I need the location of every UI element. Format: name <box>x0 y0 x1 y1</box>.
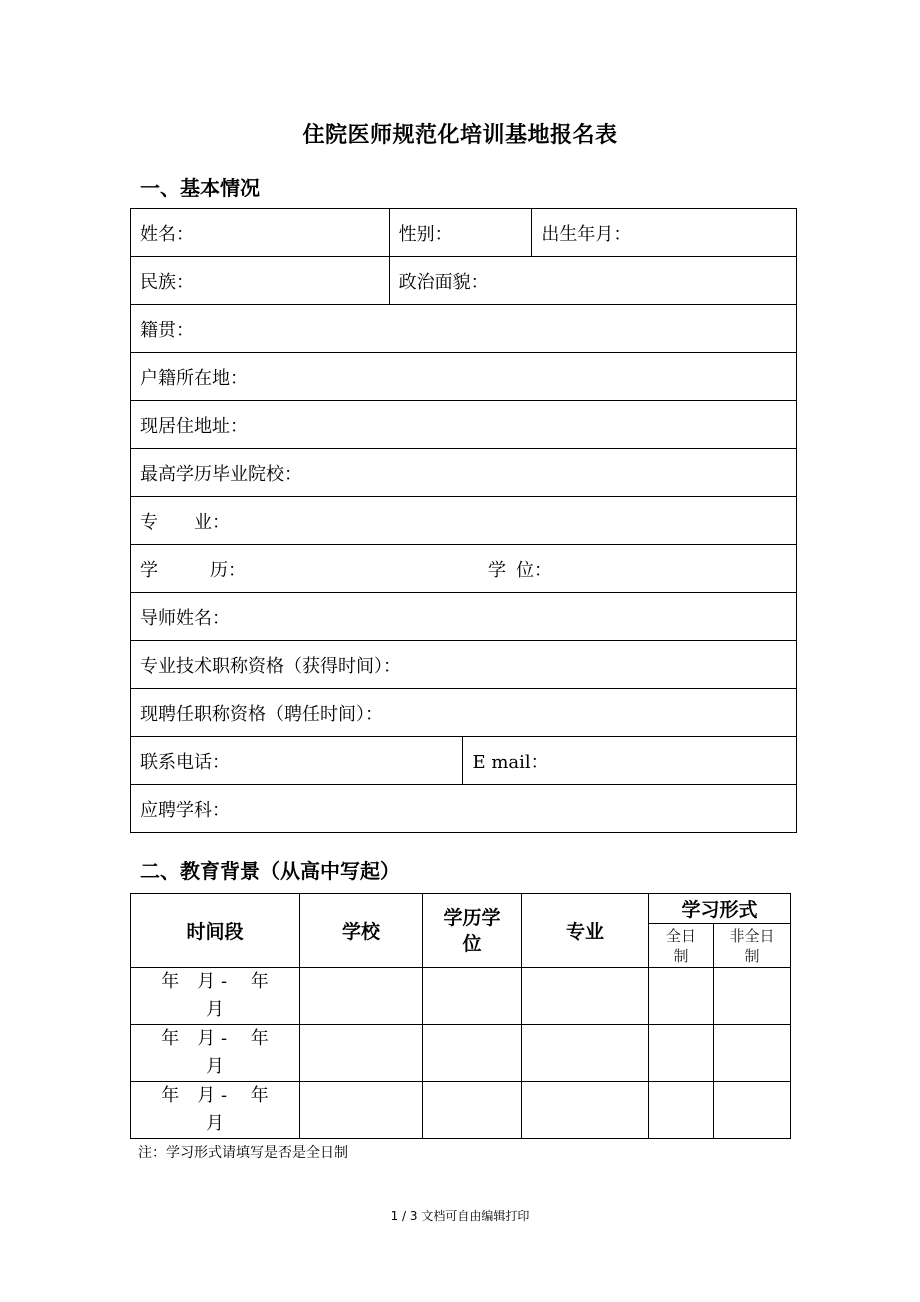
ethnicity-label: 民族： <box>140 271 194 293</box>
political-label: 政治面貌： <box>398 271 489 293</box>
parttime-cell[interactable] <box>714 968 791 1025</box>
section-education-heading: 二、教育背景（从高中写起） <box>140 859 400 883</box>
study-form-note: 注：学习形式请填写是否是全日制 <box>138 1145 348 1161</box>
school-cell[interactable] <box>300 968 423 1025</box>
table-row <box>131 1082 791 1139</box>
header-school: 学校 <box>300 894 423 968</box>
period-cell[interactable] <box>131 1025 300 1082</box>
period-line: 年 月 - 年 <box>161 1085 269 1106</box>
table-row <box>131 968 791 1025</box>
header-period: 时间段 <box>131 894 300 968</box>
degree-cell[interactable] <box>423 1082 522 1139</box>
period-cell[interactable] <box>131 1082 300 1139</box>
hukou-label: 户籍所在地： <box>140 367 248 389</box>
ethnicity-field[interactable] <box>131 257 390 305</box>
discipline-field[interactable] <box>131 785 797 833</box>
birth-label: 出生年月： <box>541 223 632 245</box>
birth-field[interactable] <box>532 209 797 257</box>
tech-title-label: 专业技术职称资格（获得时间）： <box>140 655 401 677</box>
education-label-a: 学 <box>140 559 158 581</box>
parttime-cell[interactable] <box>714 1082 791 1139</box>
address-field[interactable] <box>131 401 797 449</box>
major-cell[interactable] <box>522 1082 649 1139</box>
native-place-field[interactable] <box>131 305 797 353</box>
header-study-form: 学习形式 <box>649 894 791 924</box>
education-degree-field[interactable] <box>131 545 797 593</box>
degree-label-b: 位： <box>516 559 552 581</box>
period-line: 月 <box>206 1056 224 1077</box>
period-cell[interactable] <box>131 968 300 1025</box>
section-basic-info-heading: 一、基本情况 <box>140 176 260 200</box>
phone-field[interactable] <box>131 737 463 785</box>
address-label: 现居住地址： <box>140 415 248 437</box>
page-title: 住院医师规范化培训基地报名表 <box>302 123 618 148</box>
school-cell[interactable] <box>300 1082 423 1139</box>
period-line: 月 <box>206 1113 224 1134</box>
major-field[interactable] <box>131 497 797 545</box>
basic-info-table <box>130 208 797 833</box>
header-parttime: 非全日制 <box>714 924 791 968</box>
discipline-label: 应聘学科： <box>140 799 230 821</box>
degree-cell[interactable] <box>423 1025 522 1082</box>
current-title-field[interactable] <box>131 689 797 737</box>
phone-label: 联系电话： <box>140 751 230 773</box>
advisor-label: 导师姓名： <box>140 607 230 629</box>
header-fulltime: 全日制 <box>649 924 714 968</box>
gender-field[interactable] <box>389 209 532 257</box>
page-footer: 1 / 3 文档可自由编辑打印 <box>390 1209 530 1223</box>
name-field[interactable] <box>131 209 390 257</box>
name-label: 姓名： <box>140 223 194 245</box>
parttime-cell[interactable] <box>714 1025 791 1082</box>
political-field[interactable] <box>389 257 796 305</box>
fulltime-cell[interactable] <box>649 1082 714 1139</box>
advisor-field[interactable] <box>131 593 797 641</box>
education-label-b: 历： <box>210 559 246 581</box>
fulltime-cell[interactable] <box>649 1025 714 1082</box>
gender-label: 性别： <box>398 223 453 245</box>
period-line: 月 <box>206 999 224 1020</box>
header-major: 专业 <box>522 894 649 968</box>
education-table <box>130 893 791 1139</box>
email-label: E mail： <box>472 751 549 773</box>
major-cell[interactable] <box>522 968 649 1025</box>
degree-label-a: 学 <box>488 559 506 581</box>
tech-title-field[interactable] <box>131 641 797 689</box>
fulltime-cell[interactable] <box>649 968 714 1025</box>
graduation-school-field[interactable] <box>131 449 797 497</box>
header-degree: 学历学位 <box>423 894 522 968</box>
graduation-school-label: 最高学历毕业院校： <box>140 463 302 485</box>
email-field[interactable] <box>463 737 797 785</box>
native-place-label: 籍贯： <box>140 319 194 341</box>
school-cell[interactable] <box>300 1025 423 1082</box>
table-row <box>131 1025 791 1082</box>
major-cell[interactable] <box>522 1025 649 1082</box>
period-line: 年 月 - 年 <box>161 1028 269 1049</box>
hukou-field[interactable] <box>131 353 797 401</box>
major-label-a: 专 <box>140 511 158 533</box>
current-title-label: 现聘任职称资格（聘任时间）： <box>140 703 383 725</box>
period-line: 年 月 - 年 <box>161 971 269 992</box>
degree-cell[interactable] <box>423 968 522 1025</box>
major-label-b: 业： <box>194 511 230 533</box>
